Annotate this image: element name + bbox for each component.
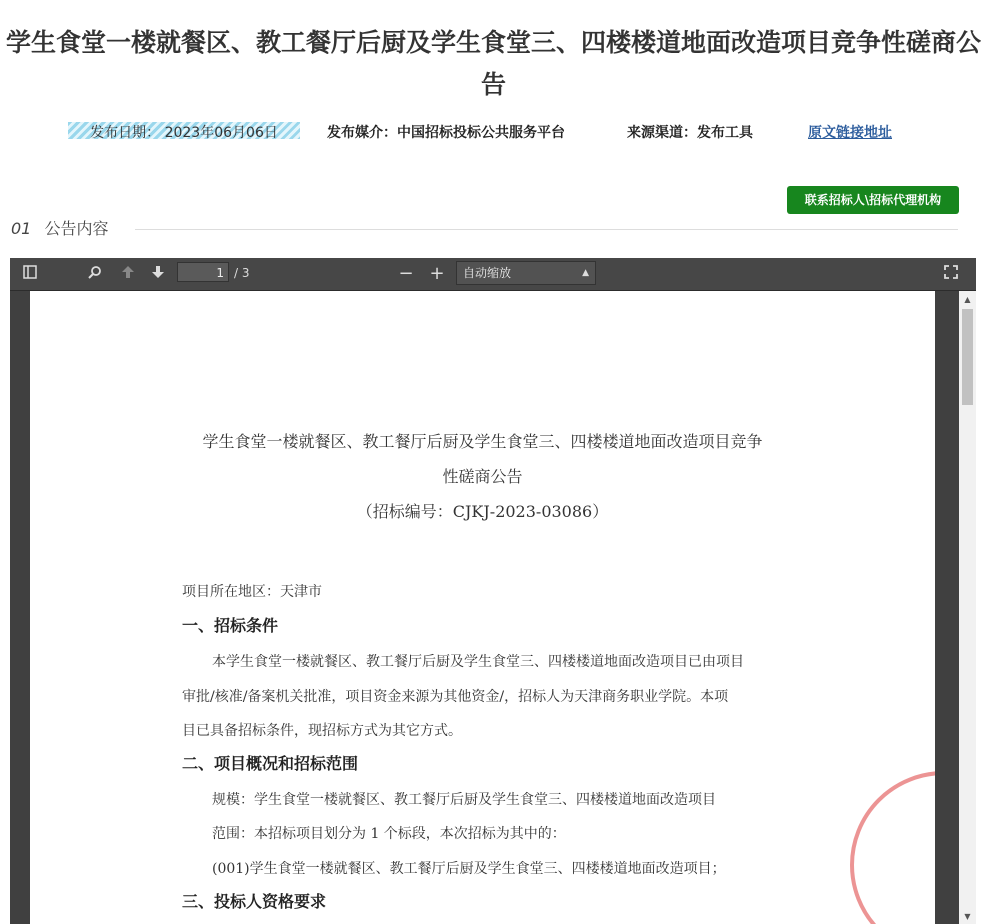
minus-icon[interactable]: − bbox=[398, 263, 414, 284]
doc-title-line1: 学生食堂一楼就餐区、教工餐厅后厨及学生食堂三、四楼楼道地面改造项目竞争 bbox=[202, 432, 763, 451]
doc-heading-1: 一、招标条件 bbox=[182, 616, 279, 635]
doc-scope: 范围：本招标项目划分为 1 个标段，本次招标为其中的： bbox=[212, 826, 566, 842]
scroll-thumb[interactable] bbox=[962, 309, 973, 405]
doc-region: 项目所在地区：天津市 bbox=[182, 584, 322, 600]
meta-bar bbox=[0, 122, 987, 142]
fullscreen-icon[interactable] bbox=[937, 258, 965, 290]
arrow-up-icon[interactable] bbox=[114, 258, 142, 290]
contact-agency-button[interactable]: 联系招标人\招标代理机构 bbox=[787, 186, 959, 214]
page-title bbox=[0, 22, 987, 106]
source-channel: 来源渠道：发布工具 bbox=[627, 125, 753, 141]
section-divider bbox=[135, 229, 958, 230]
zoom-select[interactable] bbox=[456, 261, 596, 285]
pdf-toolbar bbox=[10, 258, 976, 291]
pdf-viewer bbox=[10, 258, 976, 924]
doc-p1-line3: 目已具备招标条件，现招标方式为其它方式。 bbox=[182, 723, 462, 739]
doc-code: （招标编号：CJKJ-2023-03086） bbox=[356, 502, 609, 521]
page-title-line1: 学生食堂一楼就餐区、教工餐厅后厨及学生食堂三、四楼楼道地面改造项目竞争性磋商公 bbox=[5, 28, 981, 57]
pdf-scrollbar[interactable] bbox=[959, 291, 976, 924]
doc-lot: (001)学生食堂一楼就餐区、教工餐厅后厨及学生食堂三、四楼楼道地面改造项目； bbox=[212, 861, 726, 877]
doc-title-line2: 性磋商公告 bbox=[442, 467, 523, 486]
zoom-select-value: 自动缩放 bbox=[463, 266, 512, 280]
red-seal-stamp bbox=[850, 771, 935, 924]
doc-p1-line1: 本学生食堂一楼就餐区、教工餐厅后厨及学生食堂三、四楼楼道地面改造项目已由项目 bbox=[212, 654, 744, 670]
doc-p1-line2: 审批/核准/备案机关批准，项目资金来源为其他资金/，招标人为天津商务职业学院。本项 bbox=[182, 689, 729, 705]
publish-media: 发布媒介：中国招标投标公共服务平台 bbox=[327, 125, 565, 141]
doc-heading-2: 二、项目概况和招标范围 bbox=[182, 754, 359, 773]
scroll-down-icon[interactable]: ▼ bbox=[964, 912, 971, 921]
sidebar-toggle-icon[interactable] bbox=[16, 258, 44, 290]
section-title: 公告内容 bbox=[44, 219, 109, 238]
plus-icon[interactable]: + bbox=[429, 263, 445, 284]
page-number-input[interactable]: 1 bbox=[177, 262, 229, 282]
section-header bbox=[11, 216, 108, 239]
section-number: 01 bbox=[11, 219, 32, 238]
doc-heading-3: 三、投标人资格要求 bbox=[182, 892, 327, 911]
original-link[interactable]: 原文链接地址 bbox=[808, 125, 892, 141]
publish-date: 发布日期： 2023年06月06日 bbox=[68, 122, 300, 139]
page-title-line2: 告 bbox=[480, 70, 506, 99]
doc-scale: 规模：学生食堂一楼就餐区、教工餐厅后厨及学生食堂三、四楼楼道地面改造项目 bbox=[212, 792, 716, 808]
pdf-page bbox=[30, 291, 935, 924]
scroll-up-icon[interactable]: ▲ bbox=[964, 295, 971, 304]
page-total: / 3 bbox=[234, 266, 250, 280]
search-icon[interactable] bbox=[81, 258, 109, 290]
select-caret-icon: ▲ bbox=[582, 268, 589, 278]
arrow-down-icon[interactable] bbox=[144, 258, 172, 290]
